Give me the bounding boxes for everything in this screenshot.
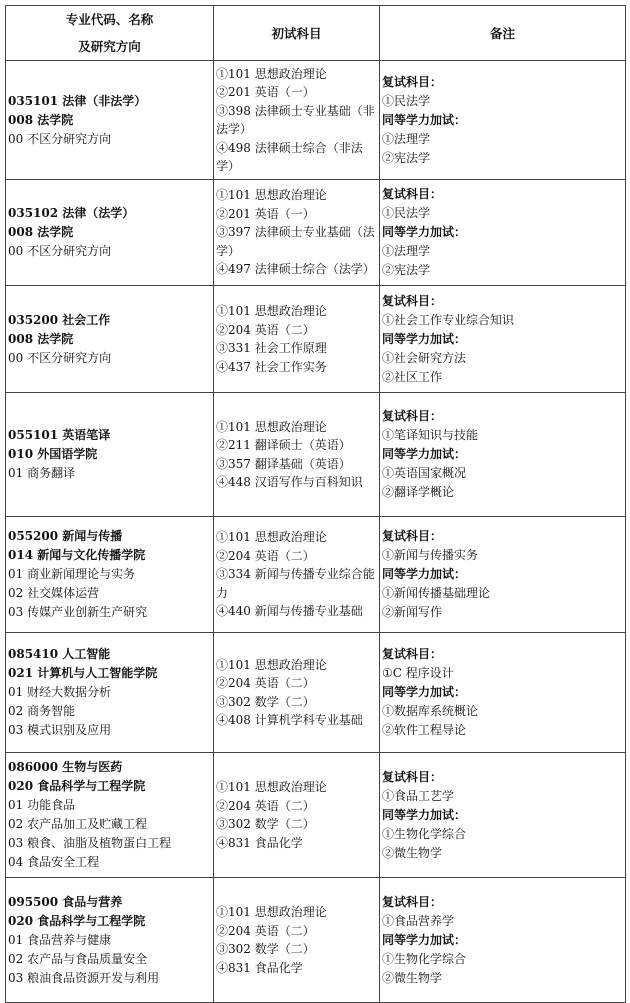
exam-subject: ①101 思想政治理论 bbox=[216, 304, 327, 318]
exam-subject: ③331 社会工作原理 bbox=[216, 341, 327, 355]
exam-subject: ④497 法律硕士综合（法学） bbox=[216, 262, 375, 277]
program-cell bbox=[6, 393, 214, 517]
exam-subjects-cell bbox=[214, 286, 380, 393]
retest-subject: ①民法学 bbox=[382, 93, 431, 108]
equivalent-subject: ①法理学 bbox=[382, 244, 431, 258]
exam-subject: ②211 翻译硕士（英语） bbox=[216, 438, 351, 452]
exam-subject: ①101 思想政治理论 bbox=[216, 66, 327, 81]
table-row bbox=[6, 61, 626, 180]
equivalent-subject: ①社会研究方法 bbox=[382, 350, 467, 365]
program-cell bbox=[6, 878, 214, 1003]
equivalent-subject: ②微生物学 bbox=[382, 970, 443, 985]
exam-subject: ③302 数学（二） bbox=[216, 694, 315, 709]
retest-label: 复试科目： bbox=[382, 769, 443, 784]
exam-subject: ④448 汉语写作与百科知识 bbox=[216, 475, 363, 489]
research-direction: 03 粮食、油脂及植物蛋白工程 bbox=[8, 836, 172, 850]
exam-subject: ③397 法律硕士专业基础（法学） bbox=[216, 225, 375, 258]
equivalent-label: 同等学力加试： bbox=[382, 567, 467, 581]
research-direction: 02 农产品加工及贮藏工程 bbox=[8, 817, 148, 831]
school-name: 020 食品科学与工程学院 bbox=[8, 779, 146, 793]
exam-subject: ①101 思想政治理论 bbox=[216, 419, 327, 434]
program-table bbox=[5, 5, 626, 1003]
equivalent-subject: ①英语国家概况 bbox=[382, 466, 467, 480]
retest-label: 复试科目： bbox=[382, 529, 443, 543]
exam-subjects-cell bbox=[214, 753, 380, 878]
equivalent-label: 同等学力加试： bbox=[382, 807, 467, 822]
equivalent-subject: ①数据库系统概论 bbox=[382, 704, 479, 718]
research-direction: 00 不区分研究方向 bbox=[8, 350, 112, 365]
notes-cell bbox=[380, 753, 626, 878]
equivalent-subject: ②宪法学 bbox=[382, 150, 431, 165]
header-subjects: 初试科目 bbox=[214, 6, 380, 61]
retest-subject: ①笔译知识与技能 bbox=[382, 428, 479, 442]
table-row bbox=[6, 633, 626, 753]
exam-subject: ④831 食品化学 bbox=[216, 835, 303, 850]
equivalent-label: 同等学力加试： bbox=[382, 112, 467, 127]
table-row bbox=[6, 393, 626, 517]
research-direction: 01 财经大数据分析 bbox=[8, 685, 112, 699]
exam-subjects-cell bbox=[214, 61, 380, 180]
retest-label: 复试科目： bbox=[382, 409, 443, 423]
school-name: 014 新闻与文化传播学院 bbox=[8, 548, 146, 562]
exam-subject: ②204 英语（二） bbox=[216, 923, 315, 938]
equivalent-subject: ②微生物学 bbox=[382, 845, 443, 860]
research-direction: 01 商业新闻理论与实务 bbox=[8, 567, 136, 581]
equivalent-subject: ②宪法学 bbox=[382, 263, 431, 277]
exam-subject: ③302 数学（二） bbox=[216, 817, 315, 831]
program-code-name: 055200 新闻与传播 bbox=[8, 529, 123, 543]
retest-label: 复试科目： bbox=[382, 74, 443, 89]
notes-cell bbox=[380, 286, 626, 393]
school-name: 021 计算机与人工智能学院 bbox=[8, 666, 158, 680]
research-direction: 01 食品营养与健康 bbox=[8, 932, 112, 947]
research-direction: 02 商务智能 bbox=[8, 704, 76, 718]
school-name: 008 法学院 bbox=[8, 112, 74, 127]
equivalent-label: 同等学力加试： bbox=[382, 447, 467, 461]
program-cell bbox=[6, 61, 214, 180]
exam-subject: ②204 英语（二） bbox=[216, 322, 315, 337]
program-code-name: 035101 法律（非法学） bbox=[8, 93, 147, 108]
research-direction: 03 粮油食品资源开发与利用 bbox=[8, 970, 160, 985]
exam-subject: ②204 英语（二） bbox=[216, 798, 315, 813]
exam-subject: ②201 英语（一） bbox=[216, 85, 315, 99]
equivalent-subject: ②软件工程导论 bbox=[382, 723, 467, 737]
exam-subject: ③302 数学（二） bbox=[216, 942, 315, 956]
exam-subjects-cell bbox=[214, 393, 380, 517]
equivalent-subject: ②社区工作 bbox=[382, 369, 443, 384]
retest-label: 复试科目： bbox=[382, 293, 443, 308]
exam-subject: ①101 思想政治理论 bbox=[216, 530, 327, 545]
school-name: 020 食品科学与工程学院 bbox=[8, 913, 146, 928]
retest-label: 复试科目： bbox=[382, 894, 443, 909]
retest-subject: ①社会工作专业综合知识 bbox=[382, 312, 515, 327]
research-direction: 03 传媒产业创新生产研究 bbox=[8, 605, 148, 619]
research-direction: 00 不区分研究方向 bbox=[8, 244, 112, 258]
research-direction: 00 不区分研究方向 bbox=[8, 131, 112, 146]
equivalent-subject: ①生物化学综合 bbox=[382, 951, 467, 966]
exam-subject: ③398 法律硕士专业基础（非法学） bbox=[216, 103, 375, 136]
equivalent-label: 同等学力加试： bbox=[382, 685, 467, 699]
program-code-name: 035102 法律（法学） bbox=[8, 206, 135, 220]
retest-subject: ①民法学 bbox=[382, 206, 431, 220]
retest-subject: ①食品营养学 bbox=[382, 913, 455, 928]
retest-subject: ①C 程序设计 bbox=[382, 666, 454, 680]
exam-subject: ②204 英语（二） bbox=[216, 676, 315, 690]
notes-cell bbox=[380, 180, 626, 286]
exam-subject: ④440 新闻与传播专业基础 bbox=[216, 604, 363, 619]
notes-cell bbox=[380, 878, 626, 1003]
research-direction: 04 食品安全工程 bbox=[8, 855, 100, 869]
retest-label: 复试科目： bbox=[382, 187, 443, 201]
exam-subjects-cell bbox=[214, 633, 380, 753]
retest-subject: ①新闻与传播实务 bbox=[382, 548, 479, 562]
equivalent-subject: ②翻译学概论 bbox=[382, 485, 455, 499]
exam-subject: ④437 社会工作实务 bbox=[216, 359, 327, 374]
table-row bbox=[6, 878, 626, 1003]
equivalent-label: 同等学力加试： bbox=[382, 225, 467, 239]
notes-cell bbox=[380, 633, 626, 753]
exam-subjects-cell bbox=[214, 517, 380, 633]
exam-subject: ①101 思想政治理论 bbox=[216, 905, 327, 919]
program-code-name: 086000 生物与医药 bbox=[8, 760, 123, 774]
retest-subject: ①食品工艺学 bbox=[382, 788, 455, 803]
exam-subjects-cell bbox=[214, 878, 380, 1003]
equivalent-subject: ①新闻传播基础理论 bbox=[382, 586, 491, 600]
table-row bbox=[6, 180, 626, 286]
header-program bbox=[6, 6, 214, 61]
notes-cell bbox=[380, 517, 626, 633]
program-code-name: 095500 食品与营养 bbox=[8, 894, 123, 909]
program-code-name: 055101 英语笔译 bbox=[8, 428, 111, 442]
school-name: 008 法学院 bbox=[8, 225, 74, 239]
program-code-name: 085410 人工智能 bbox=[8, 647, 111, 661]
exam-subject: ④831 食品化学 bbox=[216, 960, 303, 975]
program-cell bbox=[6, 517, 214, 633]
header-program-line2: 及研究方向 bbox=[78, 39, 141, 54]
equivalent-subject: ①生物化学综合 bbox=[382, 826, 467, 841]
equivalent-subject: ①法理学 bbox=[382, 131, 431, 146]
notes-cell bbox=[380, 61, 626, 180]
table-row bbox=[6, 517, 626, 633]
equivalent-label: 同等学力加试： bbox=[382, 331, 467, 346]
equivalent-label: 同等学力加试： bbox=[382, 932, 467, 947]
program-code-name: 035200 社会工作 bbox=[8, 312, 111, 327]
research-direction: 03 模式识别及应用 bbox=[8, 723, 112, 737]
header-notes: 备注 bbox=[380, 6, 626, 61]
exam-subject: ④498 法律硕士综合（非法学） bbox=[216, 140, 363, 173]
exam-subject: ②204 英语（二） bbox=[216, 548, 315, 563]
retest-label: 复试科目： bbox=[382, 647, 443, 661]
program-cell bbox=[6, 633, 214, 753]
research-direction: 02 农产品与食品质量安全 bbox=[8, 951, 148, 966]
school-name: 008 法学院 bbox=[8, 331, 74, 346]
header-program-line1: 专业代码、名称 bbox=[65, 12, 154, 27]
exam-subject: ②201 英语（一） bbox=[216, 206, 315, 221]
research-direction: 01 商务翻译 bbox=[8, 466, 76, 480]
exam-subject: ①101 思想政治理论 bbox=[216, 657, 327, 672]
exam-subject: ③334 新闻与传播专业综合能力 bbox=[216, 567, 375, 600]
notes-cell bbox=[380, 393, 626, 517]
header-row bbox=[6, 6, 626, 61]
equivalent-subject: ②新闻写作 bbox=[382, 605, 443, 619]
program-cell bbox=[6, 180, 214, 286]
exam-subjects-cell bbox=[214, 180, 380, 286]
program-cell bbox=[6, 753, 214, 878]
exam-subject: ①101 思想政治理论 bbox=[216, 188, 327, 203]
school-name: 010 外国语学院 bbox=[8, 447, 98, 461]
table-row bbox=[6, 753, 626, 878]
research-direction: 01 功能食品 bbox=[8, 798, 76, 812]
exam-subject: ③357 翻译基础（英语） bbox=[216, 456, 351, 471]
exam-subject: ①101 思想政治理论 bbox=[216, 780, 327, 794]
table-row bbox=[6, 286, 626, 393]
research-direction: 02 社交媒体运营 bbox=[8, 586, 100, 600]
program-cell bbox=[6, 286, 214, 393]
exam-subject: ④408 计算机学科专业基础 bbox=[216, 713, 363, 727]
